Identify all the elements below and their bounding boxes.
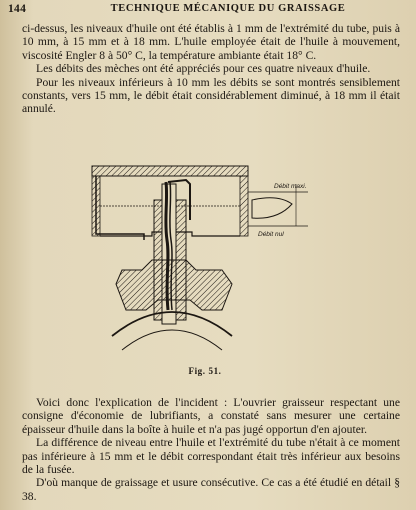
paragraph: Pour les niveaux inférieurs à 10 mm les débits se sont montrés sensiblement constants, vers 15 mm, le débit était considérablement diminué, à 18 mm il était annulé. xyxy=(22,75,400,116)
paragraph: ci-dessus, les niveaux d'huile ont été établis à 1 mm de l'extrémité du tube, puis à 10 mm, à 15 mm et à 18 mm. L'huile employée était de l'huile à mouvement, viscosité Engler 8 à 50° C, la température ambiante était 18° C. xyxy=(22,22,400,62)
paragraph: D'où manque de graissage et usure consécutive. Ce cas a été étudié en détail § 38. xyxy=(22,476,400,503)
body-text-bottom xyxy=(22,396,400,503)
body-text-top xyxy=(22,22,400,116)
figure-caption: Fig. 51. xyxy=(188,366,222,376)
paragraph: Voici donc l'explication de l'incident : L'ouvrier graisseur respectant une consigne d'économie de lubrifiants, a constaté sans mesurer une certaine épaisseur d'huile dans la boîte à huile et n'a pas jugé opportun d'en ajouter. xyxy=(22,396,400,436)
debit-nul-label: Débit nul xyxy=(258,231,284,238)
paragraph: La différence de niveau entre l'huile et l'extrémité du tube n'était à ce moment pas inférieure à 15 mm et le débit correspondant était très inférieur aux besoins de la fusée. xyxy=(22,436,400,477)
oil-box-diagram xyxy=(82,160,322,360)
page-number: 144 xyxy=(8,3,27,15)
paragraph: Les débits des mèches ont été appréciés pour ces quatre niveaux d'huile. xyxy=(36,62,371,76)
debit-max-label: Débit maxi. xyxy=(274,183,307,190)
running-title: TECHNIQUE MÉCANIQUE DU GRAISSAGE xyxy=(110,3,346,14)
